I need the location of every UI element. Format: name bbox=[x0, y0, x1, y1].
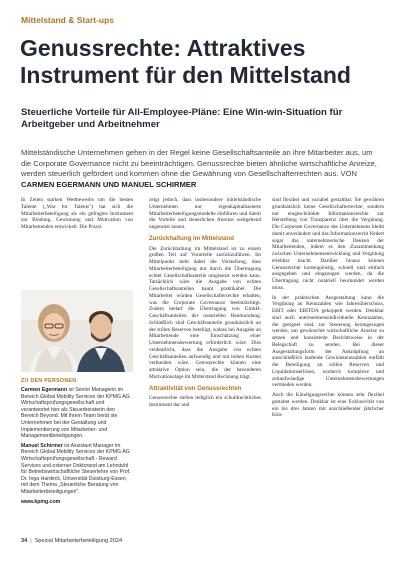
col2-paragraph-1: zeigt jedoch, dass insbesondere mittelständische Unternehmen nur eigenkapitalbasierte Mitarbeiterbeteiligungsmodelle einführen und damit die Vorteile und steuerlichen Anreize weitgehend ungenutzt lassen. bbox=[149, 197, 261, 230]
article-title: Genussrechte: Attraktives Instrument für den Mittelstand bbox=[20, 35, 351, 88]
person-2-bio bbox=[21, 443, 133, 496]
col3-paragraph-1: sind flexibel und variabel gestaltbar. Sie gewähren grundsätzlich keine Gesellschafterrechte, sondern nur eingeschränkte Informationsrechte zur Herstellung von Transparenz über die Vergütung. Die Corporate Governance des Unternehmens bleibt damit unverändert und das Informationsrecht fördert sogar das unternehmerische Denken der Mitarbeitenden, indem es den Zusammenhang zwischen Unternehmensentwicklung und Vergütung erlebbar macht. Darüber hinaus können Genussrechte kostengünstig, schnell und einfach ausgegeben und eingezogen werden, da die Übertragung nicht notariell beurkundet werden muss. bbox=[272, 197, 384, 291]
footer-separator: | bbox=[30, 538, 32, 544]
author-photo bbox=[21, 290, 133, 372]
article-subtitle: Steuerliche Vorteile für All-Employee-Pläne: Eine Win-win-Situation für Arbeitgeber und Arbeitnehmer bbox=[21, 107, 343, 130]
website-link[interactable]: www.kpmg.com bbox=[21, 498, 61, 505]
column-2 bbox=[149, 197, 261, 522]
publication-name: Spezial Mitarbeiterbeteiligung 2024 bbox=[34, 538, 123, 544]
col2-heading-1: Zurückhaltung im Mittelstand bbox=[149, 234, 234, 242]
about-the-authors-box bbox=[21, 378, 133, 508]
col3-paragraph-3: Auch die Kündigungsrechte können sehr flexibel gestaltet werden. Denkbar ist eine Exklusivität von ein bis drei Jahren mit anschließender jährlicher Kün- bbox=[272, 392, 384, 419]
person-2-text: ist Assistant Manager im Bereich Global Mobility Services der KPMG AG Wirtschaftsprüfungsgesellschaft - Reward Services und externer Doktorand am Lehrstuhl für Betriebswirtschaftliche Steuerlehre von Prof. Dr. Inga Hardeck, Universität Duisburg-Essen, mit dem Thema „Steuerliche Beratung von Mitarbeiterbeteiligungen". bbox=[21, 442, 131, 495]
col3-paragraph-2: In der praktischen Ausgestaltung kann die Vergütung an Kennzahlen wie Jahresüberschuss, EBIT oder EBITDA gekoppelt werden. Denkbar sind auch unternehmensindividuelle Kennzahlen, die geeignet sind, zur Steuerung herangezogen werden, um gewünschte wirtschaftliche Anreize zu setzen und konsistente Berichtsweise in der Belegschaft zu senden. Bei dieser Ausgestaltungsform der Anknüpfung an ausschließlich laufende Gewinnkennzahlen entfällt die Beteiligung an stillen Reserven und Liquidationserlösen, wodurch komplexe und zeitaufwändige Unternehmensbewertungen vermieden werden. bbox=[272, 294, 384, 389]
person-1-name: Carmen Egermann bbox=[21, 387, 68, 393]
person-1-text: ist Senior Managerin im Bereich Global Mobility Services der KPMG AG Wirtschaftsprüfungsgesellschaft und verantwortet hier als Steuerberaterin den Bereich Beyond. Mit ihrem Team berät sie Unternehmen bei der Gestaltung und Implementierung von Mitarbeiter- und Managementbeteiligungen. bbox=[21, 387, 130, 440]
persons-heading: ZU DEN PERSONEN bbox=[21, 378, 77, 384]
page-number: 34 bbox=[21, 538, 28, 544]
website-link-line bbox=[21, 499, 133, 506]
column-1 bbox=[21, 197, 133, 287]
article-lead bbox=[21, 148, 381, 190]
author-photo-illustration bbox=[21, 290, 133, 372]
col2-paragraph-3: Genussrechte stellen lediglich ein schuldrechtliches Instrument dar und bbox=[149, 395, 261, 408]
column-3 bbox=[272, 197, 384, 522]
col2-heading-2: Attraktivität von Genussrechten bbox=[149, 384, 242, 392]
col1-paragraph-1: In Zeiten starken Wettbewerbs um die besten Talente („War for Talents") hat sich die Mitarbeiterbeteiligung als ein gefragtes Instrument zur Bindung, Gewinnung und Motivation von Mitarbeitenden entwickelt. Die Praxis bbox=[21, 197, 133, 230]
page-footer bbox=[21, 538, 122, 544]
lead-authors: CARMEN EGERMANN UND MANUEL SCHIRMER bbox=[21, 179, 197, 189]
person-1-bio bbox=[21, 387, 133, 440]
col2-paragraph-2: Die Zurückhaltung im Mittelstand ist zu einem großen Teil auf Vorurteile zurückzuführen. Im Mittelpunkt steht dabei die Vorstellung, dass Mitarbeiterbeteiligung nur durch die Übertragung echter Gesellschaftsanteile umgesetzt werden kann. Tatsächlich wäre die Ausgabe von echten Gesellschaftsanteilen kaum praktikabel. Die Mitarbeiter würden Gesellschafterrechte erhalten, was die Corporate Governance beeinträchtigt. Zudem bedarf die Übertragung von GmbH-Geschäftsanteilen der notariellen Beurkundung. Schließlich sind Geschäftsanteile grundsätzlich an der stillen Reserven beteiligt, sodass bei Ausgabe an Mitarbeitende eine Einschätzung einer Unternehmensbewertung erforderlich wäre. Dies verdeutlicht, dass die Ausgabe von echten Geschäftsanteilen aufwendig und mit hohen Kosten verbunden wäre. Genussrechte können eine attraktive Option sein, die der besonderen Motivationslage im Mittelstand Rechnung trägt. bbox=[149, 245, 261, 380]
lead-text: Mittelständische Unternehmen gehen in der Regel keine Gesellschaftsanteile an ihre Mitarbeiter aus, um die Corporate Governance nicht zu beeinträchtigen. Genussrechte bieten ähnliche wirtschaftliche Anreize, werden steuerlich gefördert und kommen ohne die Gewährung von Gesellschafterrechten aus. VON bbox=[21, 148, 377, 178]
person-2-name: Manuel Schirmer bbox=[21, 442, 63, 449]
section-label: Mittelstand & Start-ups bbox=[21, 15, 115, 25]
